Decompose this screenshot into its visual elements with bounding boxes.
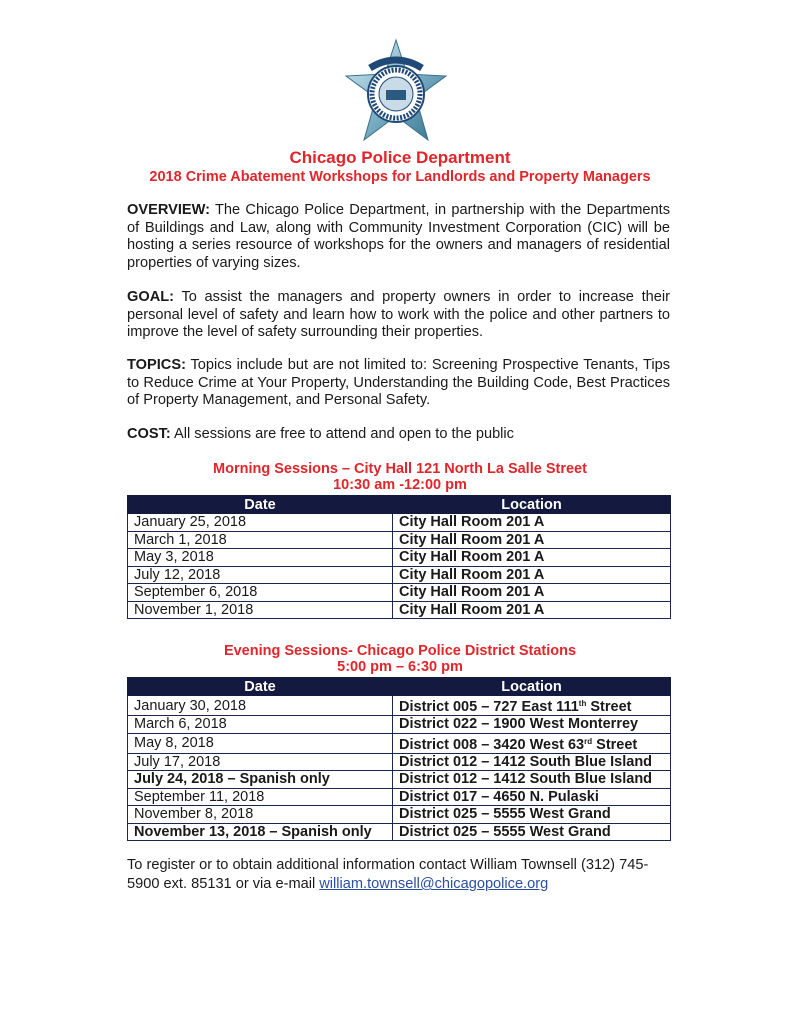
session-location xyxy=(393,584,671,602)
table-row xyxy=(128,696,671,716)
session-location xyxy=(393,716,671,734)
session-date: November 1, 2018 xyxy=(128,601,393,619)
session-location xyxy=(393,531,671,549)
location-text: City Hall Room 201 A xyxy=(399,584,545,601)
table-row xyxy=(128,601,671,619)
location-text: District 022 – 1900 West Monterrey xyxy=(399,716,639,733)
evening-title: Evening Sessions- Chicago Police District Stations xyxy=(223,643,577,659)
overview-paragraph xyxy=(127,202,670,272)
session-location xyxy=(393,823,671,841)
col-date: Date xyxy=(128,678,393,696)
table-row xyxy=(128,549,671,567)
police-star-logo xyxy=(340,38,452,144)
cost-text: All sessions are free to attend and open to the public xyxy=(170,426,514,442)
morning-title: Morning Sessions – City Hall 121 North La Salle Street xyxy=(213,461,587,477)
page-title: Chicago Police Department xyxy=(289,148,511,167)
location-text: District 025 – 5555 West Grand xyxy=(399,806,611,823)
table-row xyxy=(128,733,671,753)
session-location xyxy=(393,549,671,567)
table-row xyxy=(128,584,671,602)
location-text: City Hall Room 201 A xyxy=(399,549,545,566)
session-location xyxy=(393,806,671,824)
email-link[interactable]: william.townsell@chicagopolice.org xyxy=(319,876,549,892)
session-location xyxy=(393,788,671,806)
goal-paragraph xyxy=(127,289,670,342)
session-date: November 8, 2018 xyxy=(128,806,393,824)
session-date: May 8, 2018 xyxy=(128,733,393,753)
table-row xyxy=(128,806,671,824)
session-date: July 12, 2018 xyxy=(128,566,393,584)
table-row xyxy=(128,514,671,532)
topics-text: Topics include but are not limited to: Screening Prospective Tenants, Tips to Reduce Crime at Your Property, Understanding the Building Code, Best Practices of Property Management, and Personal Safety. xyxy=(127,357,670,409)
location-text: District 008 – 3420 West 63 xyxy=(399,736,585,753)
location-suffix: Street xyxy=(592,736,638,753)
location-text: City Hall Room 201 A xyxy=(399,531,545,548)
session-date: March 1, 2018 xyxy=(128,531,393,549)
table-row xyxy=(128,716,671,734)
location-text: District 012 – 1412 South Blue Island xyxy=(399,753,653,770)
col-location: Location xyxy=(393,678,671,696)
location-text: District 012 – 1412 South Blue Island xyxy=(399,771,653,788)
morning-heading xyxy=(0,461,800,493)
morning-sessions-table xyxy=(127,495,671,619)
overview-label: OVERVIEW: xyxy=(127,202,210,218)
evening-time: 5:00 pm – 6:30 pm xyxy=(337,659,463,675)
session-date: July 17, 2018 xyxy=(128,753,393,771)
col-date: Date xyxy=(128,496,393,514)
location-text: City Hall Room 201 A xyxy=(399,566,545,583)
location-text: City Hall Room 201 A xyxy=(399,514,545,531)
session-location xyxy=(393,771,671,789)
table-row xyxy=(128,771,671,789)
evening-sessions-table xyxy=(127,677,671,841)
ordinal-suffix: th xyxy=(578,699,587,708)
table-row xyxy=(128,753,671,771)
cost-label: COST: xyxy=(127,426,171,442)
location-text: District 025 – 5555 West Grand xyxy=(399,823,611,840)
goal-text: To assist the managers and property owners in order to increase their personal level of safety and learn how to work with the police and other partners to improve the level of safety surrounding their properties. xyxy=(127,289,670,341)
table-row xyxy=(128,531,671,549)
page-subtitle: 2018 Crime Abatement Workshops for Landlords and Property Managers xyxy=(149,169,651,185)
table-row xyxy=(128,823,671,841)
session-location xyxy=(393,514,671,532)
evening-heading xyxy=(0,643,800,675)
session-location xyxy=(393,601,671,619)
location-text: City Hall Room 201 A xyxy=(399,601,545,618)
morning-time: 10:30 am -12:00 pm xyxy=(333,477,467,493)
session-date: September 6, 2018 xyxy=(128,584,393,602)
session-date: March 6, 2018 xyxy=(128,716,393,734)
ordinal-suffix: rd xyxy=(584,736,593,746)
col-location: Location xyxy=(393,496,671,514)
session-location xyxy=(393,733,671,753)
location-suffix: Street xyxy=(586,699,632,715)
contact-info xyxy=(127,856,677,894)
session-location xyxy=(393,753,671,771)
topics-label: TOPICS: xyxy=(127,357,186,373)
table-row xyxy=(128,788,671,806)
topics-paragraph xyxy=(127,357,670,410)
table-row xyxy=(128,566,671,584)
session-date: September 11, 2018 xyxy=(128,788,393,806)
session-date: January 25, 2018 xyxy=(128,514,393,532)
session-location xyxy=(393,566,671,584)
session-location xyxy=(393,696,671,716)
cost-paragraph xyxy=(127,426,670,444)
session-date: November 13, 2018 – Spanish only xyxy=(128,823,393,841)
session-date: July 24, 2018 – Spanish only xyxy=(128,771,393,789)
location-text: District 017 – 4650 N. Pulaski xyxy=(399,788,599,805)
goal-label: GOAL: xyxy=(127,289,175,305)
contact-text: To register or to obtain additional information contact William Townsell (312) 745-5900 ext. 85131 or via e-mail xyxy=(127,857,649,892)
session-date: May 3, 2018 xyxy=(128,549,393,567)
overview-text: The Chicago Police Department, in partnership with the Departments of Buildings and Law, along with Community Investment Corporation (CIC) will be hosting a series resource of workshops for the owners and managers of residential properties of varying sizes. xyxy=(127,202,670,271)
session-date: January 30, 2018 xyxy=(128,696,393,716)
location-text: District 005 – 727 East 111 xyxy=(399,699,579,715)
